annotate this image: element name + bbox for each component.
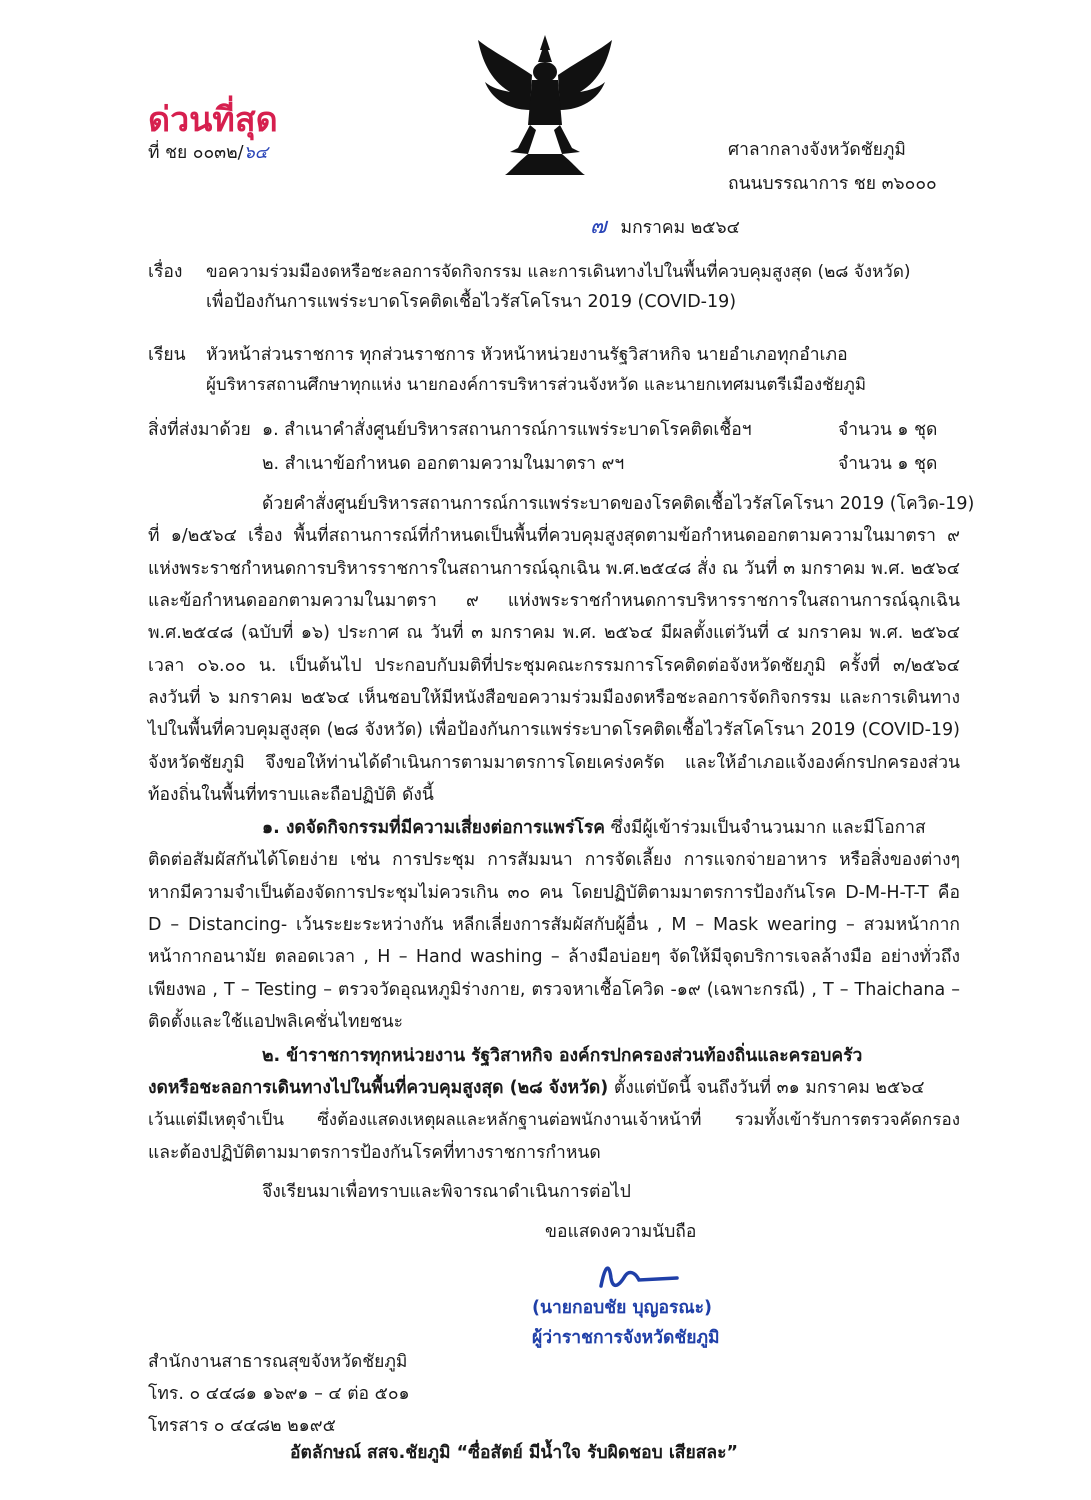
office-address-line2: ถนนบรรณาการ ชย ๓๖๐๐๐: [728, 174, 937, 194]
subject-line1: ขอความร่วมมืองดหรือชะลอการจัดกิจกรรม และการเดินทางไปในพื้นที่ควบคุมสูงสุด (๒๘ จังหวัด): [206, 262, 911, 282]
signature-mark: [595, 1256, 685, 1296]
item2-heading-rest: ตั้งแต่บัดนี้ จนถึงวันที่ ๓๑ มกราคม ๒๕๖๔: [608, 1078, 925, 1098]
reference-number: [148, 141, 268, 165]
subject-label: เรื่อง: [148, 262, 183, 282]
item1-heading-rest: ซึ่งมีผู้เข้าร่วมเป็นจำนวนมาก และมีโอกาส: [605, 818, 926, 838]
date-day-handwritten: ๗: [590, 214, 607, 239]
signatory-position: ผู้ว่าราชการจังหวัดชัยภูมิ: [532, 1328, 720, 1348]
urgency-label: ด่วนที่สุด: [148, 100, 278, 140]
item2-heading-bold: งดหรือชะลอการเดินทางไปในพื้นที่ควบคุมสูงสุด (๒๘ จังหวัด): [148, 1078, 609, 1098]
garuda-emblem-icon: [470, 30, 620, 180]
attachment-count: จำนวน ๑ ชุด: [838, 420, 938, 440]
body-paragraph-line: ท้องถิ่นในพื้นที่ทราบและถือปฏิบัติ ดังนี้: [148, 785, 434, 805]
body-paragraph-line: เวลา ๐๖.๐๐ น. เป็นต้นไป ประกอบกับมติที่ประชุมคณะกรรมการโรคติดต่อจังหวัดชัยภูมิ ครั้งที่ ๓/๒๕๖๔: [148, 656, 960, 676]
item1-heading: ๑. งดจัดกิจกรรมที่มีความเสี่ยงต่อการแพร่โรค: [262, 818, 606, 838]
reference-prefix: ที่ ชย ๐๐๓๒/: [148, 143, 244, 163]
item1-line: ติดตั้งและใช้แอปพลิเคชั่นไทยชนะ: [148, 1012, 403, 1032]
salutation: ขอแสดงความนับถือ: [545, 1222, 697, 1242]
signatory-name: (นายกอบชัย บุญอรณะ): [532, 1298, 713, 1318]
attachments-label: สิ่งที่ส่งมาด้วย: [148, 420, 251, 440]
attachment-item: ๑. สำเนาคำสั่งศูนย์บริหารสถานการณ์การแพร่ระบาดโรคติดเชื้อฯ: [262, 420, 752, 440]
item2-heading: ๒. ข้าราชการทุกหน่วยงาน รัฐวิสาหกิจ องค์กรปกครองส่วนท้องถิ่นและครอบครัว: [262, 1046, 863, 1066]
recipient-line2: ผู้บริหารสถานศึกษาทุกแห่ง นายกองค์การบริหารส่วนจังหวัด และนายกเทศมนตรีเมืองชัยภูมิ: [206, 375, 867, 395]
document-date: [590, 215, 740, 240]
recipient-line1: หัวหน้าส่วนราชการ ทุกส่วนราชการ หัวหน้าหน่วยงานรัฐวิสาหกิจ นายอำเภอทุกอำเภอ: [206, 345, 848, 365]
body-paragraph-line: ไปในพื้นที่ควบคุมสูงสุด (๒๘ จังหวัด) เพื่อป้องกันการแพร่ระบาดโรคติดเชื้อไวรัสโคโรนา 2019 (COVID-19): [148, 720, 960, 740]
item1-line: D – Distancing- เว้นระยะระหว่างกัน หลีกเลี่ยงการสัมผัสกับผู้อื่น , M – Mask wearing – สวมหน้ากาก: [148, 915, 960, 935]
item1-line: หน้ากากอนามัย ตลอดเวลา , H – Hand washing – ล้างมือบ่อยๆ จัดให้มีจุดบริการเจลล้างมือ อย่างทั่วถึง: [148, 947, 960, 967]
attachment-item: ๒. สำเนาข้อกำหนด ออกตามความในมาตรา ๙ฯ: [262, 454, 625, 474]
reference-handwritten: ๖๔: [243, 143, 268, 163]
subject-line2: เพื่อป้องกันการแพร่ระบาดโรคติดเชื้อไวรัสโคโรนา 2019 (COVID-19): [206, 292, 737, 312]
date-month-year: มกราคม ๒๕๖๔: [620, 218, 740, 238]
footer-office: สำนักงานสาธารณสุขจังหวัดชัยภูมิ: [148, 1352, 408, 1372]
item2-second-line: [148, 1076, 925, 1100]
item1-line: ติดต่อสัมผัสกันได้โดยง่าย เช่น การประชุม การสัมมนา การจัดเลี้ยง การแจกจ่ายอาหาร หรือสิ่งของต่างๆ: [148, 850, 960, 870]
item1-line: หากมีความจำเป็นต้องจัดการประชุมไม่ควรเกิน ๓๐ คน โดยปฏิบัติตามมาตรการป้องกันโรค D-M-H-T-T คือ: [148, 883, 960, 903]
footer-telephone: โทร. ๐ ๔๔๘๑ ๑๖๙๑ – ๔ ต่อ ๕๐๑: [148, 1384, 410, 1404]
item1-first-line: [262, 816, 926, 840]
item2-line: และต้องปฏิบัติตามมาตรการป้องกันโรคที่ทางราชการกำหนด: [148, 1143, 601, 1163]
item2-line: เว้นแต่มีเหตุจำเป็น ซึ่งต้องแสดงเหตุผลและหลักฐานต่อพนักงานเจ้าหน้าที่ รวมทั้งเข้ารับการตรวจคัดกรอง: [148, 1110, 960, 1130]
attachment-count: จำนวน ๑ ชุด: [838, 454, 938, 474]
closing-sentence: จึงเรียนมาเพื่อทราบและพิจารณาดำเนินการต่อไป: [262, 1182, 631, 1202]
body-paragraph-line: ด้วยคำสั่งศูนย์บริหารสถานการณ์การแพร่ระบาดของโรคติดเชื้อไวรัสโคโรนา 2019 (โควิด-19): [262, 494, 975, 514]
office-address-line1: ศาลากลางจังหวัดชัยภูมิ: [728, 140, 906, 160]
body-paragraph-line: พ.ศ.๒๕๔๘ (ฉบับที่ ๑๖) ประกาศ ณ วันที่ ๓ มกราคม พ.ศ. ๒๕๖๔ มีผลตั้งแต่วันที่ ๔ มกราคม พ.ศ. ๒๕๖๔: [148, 623, 960, 643]
body-paragraph-line: และข้อกำหนดออกตามความในมาตรา ๙ แห่งพระราชกำหนดการบริหารราชการในสถานการณ์ฉุกเฉิน: [148, 591, 960, 611]
item1-line: เพียงพอ , T – Testing – ตรวจวัดอุณหภูมิร่างกาย, ตรวจหาเชื้อโควิด -๑๙ (เฉพาะกรณี) , T – Thaichana –: [148, 980, 960, 1000]
recipient-label: เรียน: [148, 345, 186, 365]
footer-fax: โทรสาร ๐ ๔๔๘๒ ๒๑๙๕: [148, 1416, 336, 1436]
body-paragraph-line: จังหวัดชัยภูมิ จึงขอให้ท่านได้ดำเนินการตามมาตรการโดยเคร่งครัด และให้อำเภอแจ้งองค์กรปกครองส่วน: [148, 753, 960, 773]
footer-motto: อัตลักษณ์ สสจ.ชัยภูมิ “ซื่อสัตย์ มีน้ำใจ รับผิดชอบ เสียสละ”: [290, 1443, 739, 1463]
body-paragraph-line: ลงวันที่ ๖ มกราคม ๒๕๖๔ เห็นชอบให้มีหนังสือขอความร่วมมืองดหรือชะลอการจัดกิจกรรม และการเดินทาง: [148, 688, 960, 708]
body-paragraph-line: แห่งพระราชกำหนดการบริหารราชการในสถานการณ์ฉุกเฉิน พ.ศ.๒๕๔๘ สั่ง ณ วันที่ ๓ มกราคม พ.ศ. ๒๕๖๔: [148, 559, 960, 579]
body-paragraph-line: ที่ ๑/๒๕๖๔ เรื่อง พื้นที่สถานการณ์ที่กำหนดเป็นพื้นที่ควบคุมสูงสุดตามข้อกำหนดออกตามความในมาตรา ๙: [148, 526, 960, 546]
